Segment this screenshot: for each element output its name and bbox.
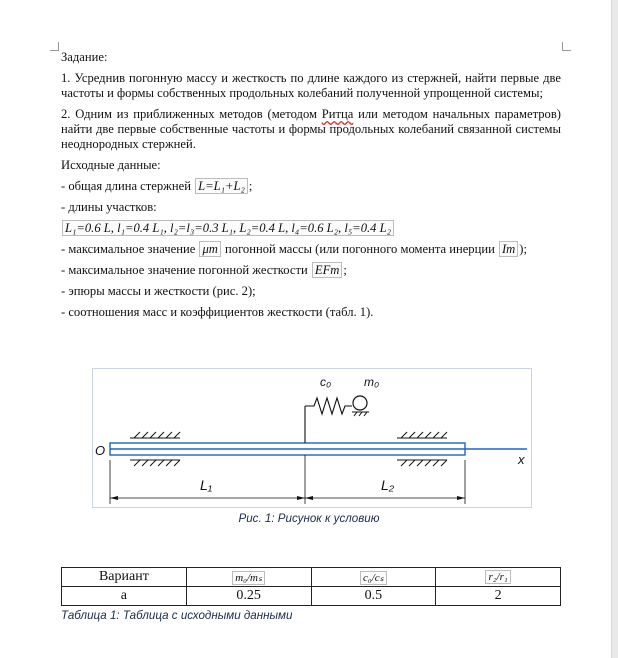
- cell-radius-ratio: 2: [436, 587, 561, 606]
- label-L1: L₁: [200, 477, 213, 493]
- label-m0: m₀: [364, 375, 380, 389]
- formula-inertia: Im: [499, 241, 518, 257]
- table-row: [62, 587, 561, 606]
- cell-variant: а: [62, 587, 187, 606]
- table-header-row: [62, 568, 561, 587]
- header-stiffness-ratio: c₀/cₛ: [311, 568, 436, 587]
- formula-lengths: L₁=0.6 L, l₁=0.4 L₁, l₂=l₃=0.3 L₁, L₂=0.4 L, l₄=0.6 L₂, l₅=0.4 L₂: [62, 220, 394, 236]
- figure-1: [92, 368, 532, 508]
- header-mass-ratio: m₀/mₛ: [186, 568, 311, 587]
- task-title: Задание:: [61, 50, 108, 64]
- lengths-formula-line: [61, 221, 561, 236]
- document-body: [61, 50, 561, 326]
- figure-diagram: [92, 368, 532, 508]
- epures-line: - эпюры массы и жесткости (рис. 2);: [61, 284, 256, 298]
- stiffness-line: - максимальное значение погонной жесткости EFm ;: [61, 263, 347, 277]
- label-x-axis: x: [518, 452, 525, 467]
- label-L2: L₂: [381, 477, 395, 493]
- label-c0: c₀: [320, 375, 332, 389]
- spellcheck-word: Ритца: [321, 107, 354, 121]
- formula-stiffness: EFm: [312, 262, 342, 278]
- initial-data-title: Исходные данные:: [61, 158, 161, 172]
- data-table: [61, 567, 561, 606]
- mass-m0: [353, 396, 367, 410]
- label-origin: O: [95, 443, 106, 458]
- margin-mark-right: [562, 42, 571, 51]
- figure-caption: Рис. 1: Рисунок к условию: [238, 512, 380, 525]
- cell-stiffness-ratio: 0.5: [311, 587, 436, 606]
- formula-total-length: L=L₁+L₂: [195, 178, 248, 194]
- header-radius-ratio: r₂/r₁: [436, 568, 561, 587]
- formula-mass: μm: [199, 241, 220, 257]
- lengths-line: - длины участков:: [61, 200, 157, 214]
- ratios-line: - соотношения масс и коэффициентов жесткости (табл. 1).: [61, 305, 374, 319]
- table-caption: Таблица 1: Таблица с исходными данными: [61, 609, 293, 622]
- total-length-line: - общая длина стержней L=L₁+L₂ ;: [61, 179, 253, 193]
- task-item-2: 2. Одним из приближенных методов (методом Ритца или методом начальных параметров) найти две первые собственные частоты и формы продольных колебаний связанной системы неоднородных стержней.: [61, 107, 561, 151]
- task-item-1: 1. Усреднив погонную массу и жесткость по длине каждого из стержней, найти первые две частоты и формы собственных продольных колебаний полученной упрощенной системы;: [61, 71, 561, 100]
- cell-mass-ratio: 0.25: [186, 587, 311, 606]
- margin-mark-left: [50, 42, 59, 51]
- header-variant: Вариант: [62, 568, 187, 587]
- mass-line: - максимальное значение μm погонной массы (или погонного момента инерции Im );: [61, 242, 527, 256]
- vertical-scrollbar[interactable]: [611, 0, 618, 658]
